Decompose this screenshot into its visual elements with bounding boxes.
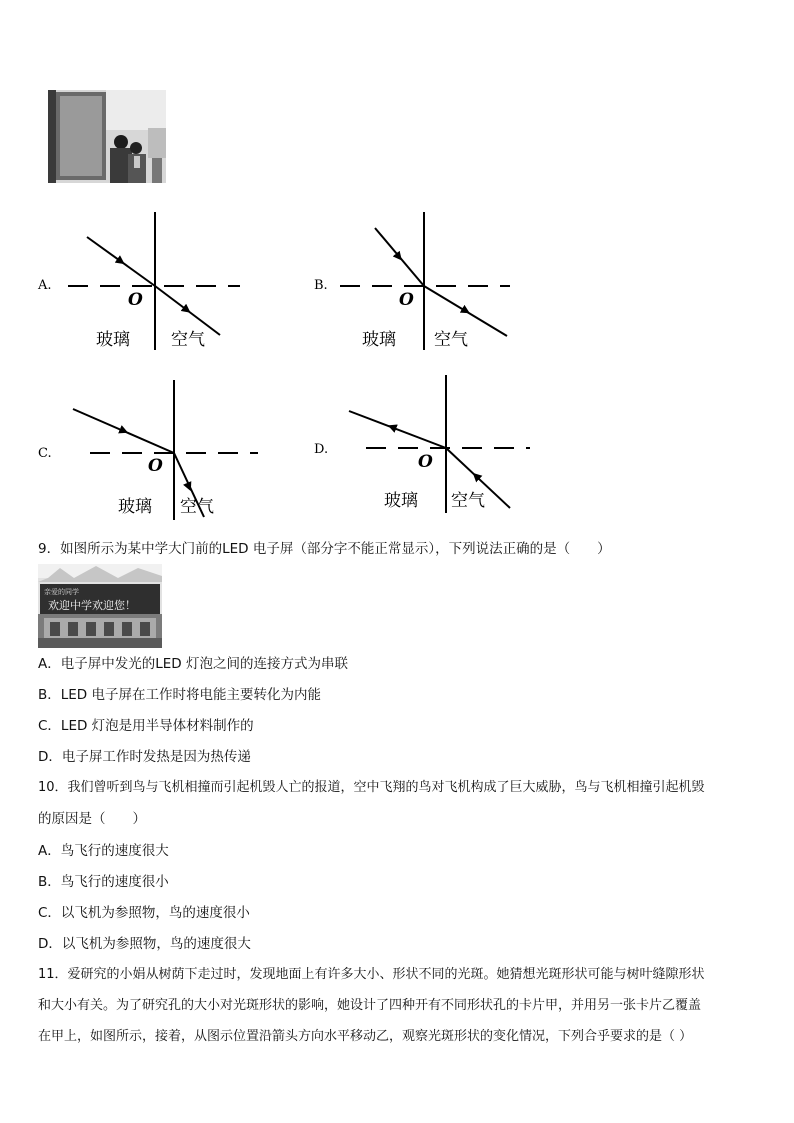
option-a-diagram[interactable] bbox=[37, 212, 240, 350]
option-d-diagram[interactable] bbox=[314, 375, 530, 513]
option-b-air-label: 空气 bbox=[434, 330, 468, 350]
option-b-refracted-ray bbox=[424, 286, 507, 336]
option-d-refracted-ray bbox=[349, 411, 446, 448]
option-c-glass-label: 玻璃 bbox=[118, 497, 152, 517]
q9-led-screen-top-text: 亲爱的同学 bbox=[44, 588, 79, 596]
q9-option-c[interactable]: C．LED 灯泡是用半导体材料制作的 bbox=[38, 718, 254, 734]
option-c-diagram[interactable] bbox=[38, 380, 258, 520]
option-d-point-o: O bbox=[418, 452, 433, 472]
q9-led-photo-drawing bbox=[38, 564, 162, 648]
q9-option-b[interactable]: B．LED 电子屏在工作时将电能主要转化为内能 bbox=[38, 687, 321, 703]
q10-option-b[interactable]: B．鸟飞行的速度很小 bbox=[38, 874, 169, 890]
option-c-air-label: 空气 bbox=[180, 497, 214, 517]
option-b-diagram[interactable] bbox=[314, 212, 510, 350]
option-c-incident-ray bbox=[73, 409, 174, 453]
q9-option-d[interactable]: D．电子屏工作时发热是因为热传递 bbox=[38, 749, 251, 765]
q10-stem-line2: 的原因是（ ） bbox=[38, 811, 146, 827]
q9-led-screen-main-text: 欢迎中学欢迎您！ bbox=[48, 599, 136, 612]
q10-option-c[interactable]: C．以飞机为参照物，鸟的速度很小 bbox=[38, 905, 250, 921]
option-a-refracted-ray bbox=[155, 286, 220, 335]
top-photo bbox=[48, 90, 166, 183]
option-d-air-label: 空气 bbox=[451, 491, 485, 511]
q11-line2: 和大小有关。为了研究孔的大小对光斑形状的影响，她设计了四种开有不同形状孔的卡片甲，并用另一张卡片乙覆盖 bbox=[38, 998, 702, 1013]
q9-stem: 9．如图所示为某中学大门前的LED 电子屏（部分字不能正常显示），下列说法正确的是（ ） bbox=[38, 541, 611, 557]
q11-line1: 11．爱研究的小娟从树荫下走过时，发现地面上有许多大小、形状不同的光斑。她猜想光斑形状可能与树叶缝隙形状 bbox=[38, 967, 705, 982]
top-photo-drawing bbox=[48, 90, 166, 183]
option-a-point-o: O bbox=[128, 290, 143, 310]
option-d-glass-label: 玻璃 bbox=[384, 491, 418, 511]
option-b-letter: B. bbox=[314, 278, 328, 293]
q10-option-a[interactable]: A．鸟飞行的速度很大 bbox=[38, 843, 169, 859]
option-b-incident-ray bbox=[375, 228, 424, 286]
option-b-point-o: O bbox=[399, 290, 414, 310]
option-d-letter: D. bbox=[314, 442, 329, 457]
q10-option-d[interactable]: D．以飞机为参照物，鸟的速度很大 bbox=[38, 936, 251, 952]
q9-led-photo bbox=[38, 564, 162, 648]
option-b-glass-label: 玻璃 bbox=[362, 330, 396, 350]
q9-option-a[interactable]: A．电子屏中发光的LED 灯泡之间的连接方式为串联 bbox=[38, 656, 348, 672]
option-c-letter: C. bbox=[38, 446, 52, 461]
q11-line3: 在甲上，如图所示，接着，从图示位置沿箭头方向水平移动乙，观察光斑形状的变化情况，下列合乎要求的是（ ） bbox=[38, 1029, 693, 1044]
refraction-diagrams bbox=[0, 195, 794, 530]
q10-stem-line1: 10．我们曾听到鸟与飞机相撞而引起机毁人亡的报道，空中飞翔的鸟对飞机构成了巨大威胁，鸟与飞机相撞引起机毁 bbox=[38, 780, 705, 795]
option-a-glass-label: 玻璃 bbox=[96, 330, 130, 350]
option-c-point-o: O bbox=[148, 456, 163, 476]
option-a-air-label: 空气 bbox=[171, 330, 205, 350]
option-a-letter: A. bbox=[38, 278, 52, 293]
